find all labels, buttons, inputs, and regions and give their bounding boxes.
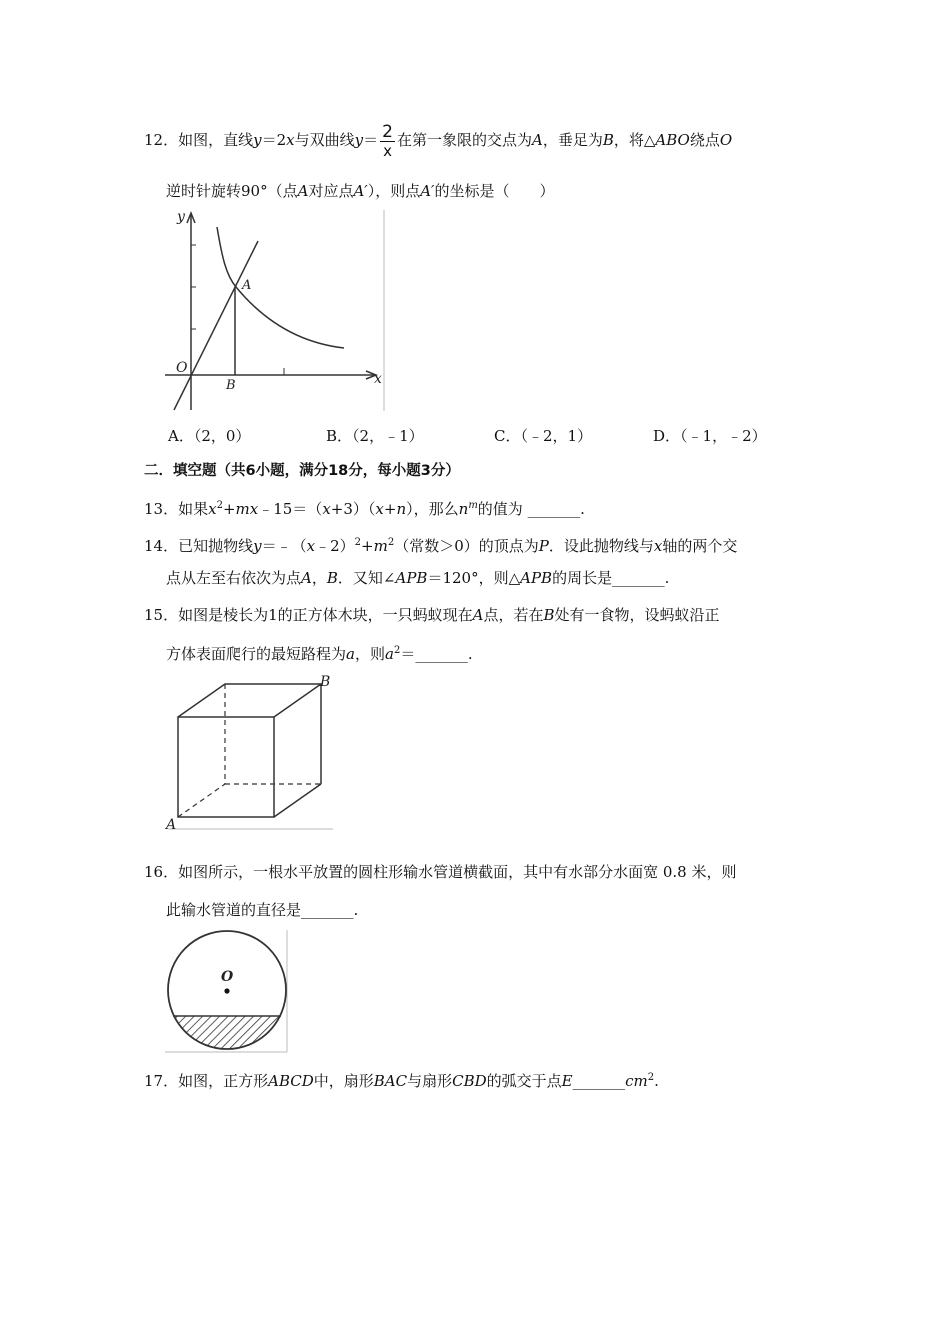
q15-answer-blank[interactable]: _______ <box>415 645 468 663</box>
cube-front-face <box>178 717 274 817</box>
cube-top-right-edges <box>178 684 321 717</box>
q16-line2: 此输水管道的直径是_______. <box>166 901 359 919</box>
section-2-heading: 二．填空题（共6小题，满分18分，每小题3分） <box>144 463 460 479</box>
label-x: x <box>374 371 382 387</box>
q14-line2: 点从左至右依次为点A，B．又知∠APB＝120°，则△APB的周长是_______. <box>166 569 670 587</box>
q12-fraction: $\frac{2}{x}$ <box>382 121 393 160</box>
label-B: B <box>226 378 236 393</box>
label-A: A <box>242 278 252 293</box>
q15-line2: 方体表面爬行的最短路程为a，则$a^2=\_\_\_\_\_\_\_$. <box>166 645 473 663</box>
q14-answer-blank[interactable]: _______ <box>612 569 665 587</box>
q16-pipe-figure <box>163 928 291 1054</box>
label-cube-A: A <box>166 817 177 833</box>
q13-answer-blank[interactable]: _______ <box>527 500 581 518</box>
q16-line1: 16．如图所示，一根水平放置的圆柱形输水管道横截面，其中有水部分水面宽 0.8 米，则 <box>144 863 737 881</box>
q12-graph-figure <box>160 205 388 415</box>
cube-hidden-left-bottom <box>178 784 225 817</box>
q15-number: 15． <box>144 606 179 624</box>
q17-answer-blank[interactable]: _______ <box>572 1072 626 1090</box>
q14-number: 14． <box>144 537 179 555</box>
label-y: y <box>177 209 185 225</box>
label-O: O <box>176 360 188 376</box>
q12-option-b: B．（2，﹣1） <box>326 427 424 445</box>
q12-line2: 逆时针旋转90°（点A对应点A′），则点A′的坐标是（ ） <box>166 182 555 200</box>
line-y-2x <box>174 241 258 410</box>
q15-line1: 15．如图是棱长为1的正方体木块，一只蚂蚁现在A点，若在B处有一食物，设蚂蚁沿正 <box>144 606 720 624</box>
label-cube-B: B <box>320 674 331 690</box>
hyperbola-curve <box>217 227 344 348</box>
q16-answer-blank[interactable]: _______ <box>301 901 354 919</box>
q12-line1: 12．如图，直线y＝2x与双曲线y＝ $\frac{2}{x}$ 在第一象限的交点为A，垂足为B，将△ABO绕点O <box>144 121 733 160</box>
q15-cube-figure <box>163 672 338 834</box>
q12-option-a: A．（2，0） <box>168 427 251 445</box>
cube-bottom-right-edge <box>274 784 321 817</box>
q12-option-d: D．（﹣1，﹣2） <box>653 427 767 445</box>
q13-line: 13．如果$x^2+mx﹣15=(x+3)(x+n)$，那么$n^m$的值为 _______. <box>144 500 585 518</box>
q14-line1: 14．已知抛物线$y=﹣(x﹣2)^2+m^2$（常数＞0）的顶点为P．设此抛物线与x轴的两个交 <box>144 537 738 555</box>
q17-number: 17． <box>144 1072 179 1090</box>
q17-line: 17．如图，正方形ABCD中，扇形BAC与扇形CBD的弧交于点$E\_\_\_\_\_\_\_cm^2$. <box>144 1072 659 1090</box>
label-circle-O: O <box>221 969 234 985</box>
q13-number: 13． <box>144 500 179 518</box>
q12-option-c: C．（﹣2，1） <box>494 427 593 445</box>
q16-number: 16． <box>144 863 179 881</box>
q12-number: 12． <box>144 131 179 149</box>
center-point-O <box>224 988 229 993</box>
